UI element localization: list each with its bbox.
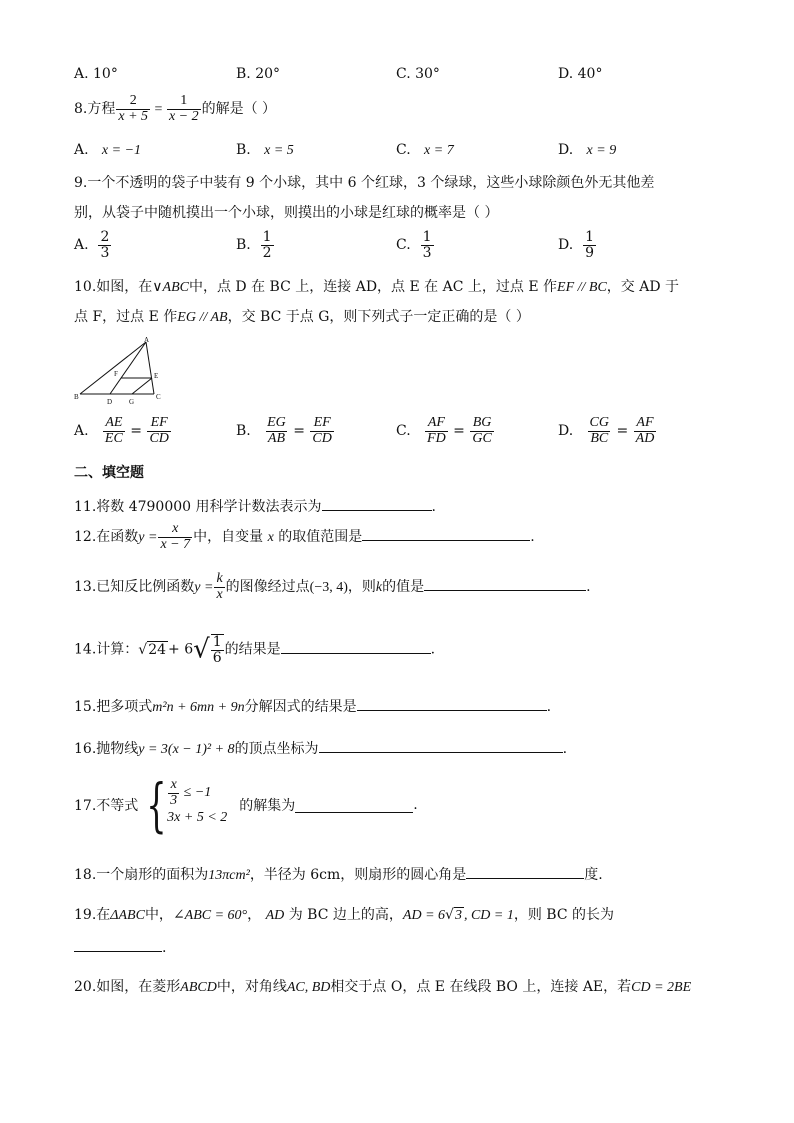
question-19-line-2: .: [74, 940, 166, 956]
q9-line-2: 别，从袋子中随机摸出一个小球，则摸出的小球是红球的概率是（ ）: [74, 205, 499, 221]
q8-option-d: D. x = 9: [558, 142, 617, 158]
q10-line-2: 点 F，过点 E 作EG // AB，交 BC 于点 G，则下列式子一定正确的是（ ）: [74, 309, 530, 325]
label-e: E: [154, 372, 159, 380]
answer-blank-14[interactable]: [281, 653, 431, 654]
question-17: 17.不等式 { $\frac{x}{3}$ ≤ −1 3x + 5 < 2 的解集为 .: [74, 771, 418, 839]
question-12: 12.在函数y = $\frac{x}{x - 7}$ 中，自变量 x 的取值范围是 .: [74, 521, 535, 552]
label-c: C: [156, 393, 161, 401]
q7-option-c: C. 30°: [396, 66, 440, 82]
question-14: 14.计算：√24 + 6√ $\frac{1}{6}$ 的结果是 .: [74, 634, 436, 666]
answer-blank-17[interactable]: [295, 812, 413, 813]
q8-lhs-fraction: $\frac{2}{x + 5}$: [118, 93, 149, 124]
q7-option-a: A. 10°: [74, 66, 118, 82]
q8-option-c: C. x = 7: [396, 142, 454, 158]
label-a: A: [144, 336, 150, 344]
question-11: 11.将数 4790000 用科学计数法表示为 .: [74, 499, 436, 515]
q9-option-c: C. $\frac{1}{3}$: [396, 229, 432, 261]
q7-option-d: D. 40°: [558, 66, 603, 82]
question-19-line-1: 19.在ΔABC中，∠ABC = 60°， AD 为 BC 边上的高，AD = 6√3 , CD = 1，则 BC 的长为: [74, 907, 615, 923]
answer-blank-19[interactable]: [74, 951, 162, 952]
question-20: 20.如图，在菱形ABCD中，对角线AC, BD相交于点 O，点 E 在线段 BO 上，连接 AE，若CD = 2BE: [74, 979, 692, 995]
q10-option-c: C. $\frac{AF}{FD}$ = $\frac{BG}{GC}$: [396, 415, 492, 446]
answer-blank-16[interactable]: [319, 752, 563, 753]
question-18: 18.一个扇形的面积为13πcm²，半径为 6cm，则扇形的圆心角是 度.: [74, 867, 603, 883]
section-heading-fill-in: 二、填空题: [74, 465, 144, 481]
q8-option-a: A. x = −1: [74, 142, 142, 158]
q9-option-d: D. $\frac{1}{9}$: [558, 229, 595, 261]
label-f: F: [114, 370, 118, 378]
q7-option-b: B. 20°: [236, 66, 281, 82]
answer-blank-12[interactable]: [362, 540, 530, 541]
q8-option-b: B. x = 5: [236, 142, 294, 158]
q8-rhs-fraction: $\frac{1}{x - 2}$: [168, 93, 199, 124]
label-d: D: [107, 398, 113, 406]
q9-line-1: 9.一个不透明的袋子中装有 9 个小球，其中 6 个红球，3 个绿球，这些小球除颜色外无其他差: [74, 175, 655, 191]
question-13: 13.已知反比例函数y = $\frac{k}{x}$ 的图像经过点(−3, 4)，则k的值是 .: [74, 571, 591, 602]
answer-blank-13[interactable]: [424, 590, 586, 591]
answer-blank-15[interactable]: [357, 710, 547, 711]
q9-option-b: B. $\frac{1}{2}$: [236, 229, 272, 261]
q8-suffix: 的解是（ ）: [201, 101, 277, 118]
q9-option-a: A. $\frac{2}{3}$: [74, 229, 110, 261]
q8-prefix: 8.方程: [74, 101, 116, 118]
answer-blank-11[interactable]: [322, 510, 432, 511]
label-g: G: [129, 398, 135, 406]
triangle-figure: [72, 336, 168, 406]
q10-option-d: D. $\frac{CG}{BC}$ = $\frac{AF}{AD}$: [558, 415, 655, 446]
q10-line-1: 10.如图，在∨ABC中，点 D 在 BC 上，连接 AD，点 E 在 AC 上，过点 E 作EF // BC，交 AD 于: [74, 279, 680, 295]
q10-option-b: B. $\frac{EG}{AB}$ = $\frac{EF}{CD}$: [236, 415, 332, 446]
question-8: 8.方程 $\frac{2}{x + 5}$ = $\frac{1}{x - 2}$ 的解是（ ）: [74, 93, 277, 124]
question-16: 16.抛物线y = 3(x − 1)² + 8的顶点坐标为 .: [74, 741, 568, 757]
q10-option-a: A. $\frac{AE}{EC}$ = $\frac{EF}{CD}$: [74, 415, 169, 446]
label-b: B: [74, 393, 79, 401]
question-15: 15.把多项式m²n + 6mn + 9n分解因式的结果是 .: [74, 699, 552, 715]
answer-blank-18[interactable]: [466, 878, 584, 879]
